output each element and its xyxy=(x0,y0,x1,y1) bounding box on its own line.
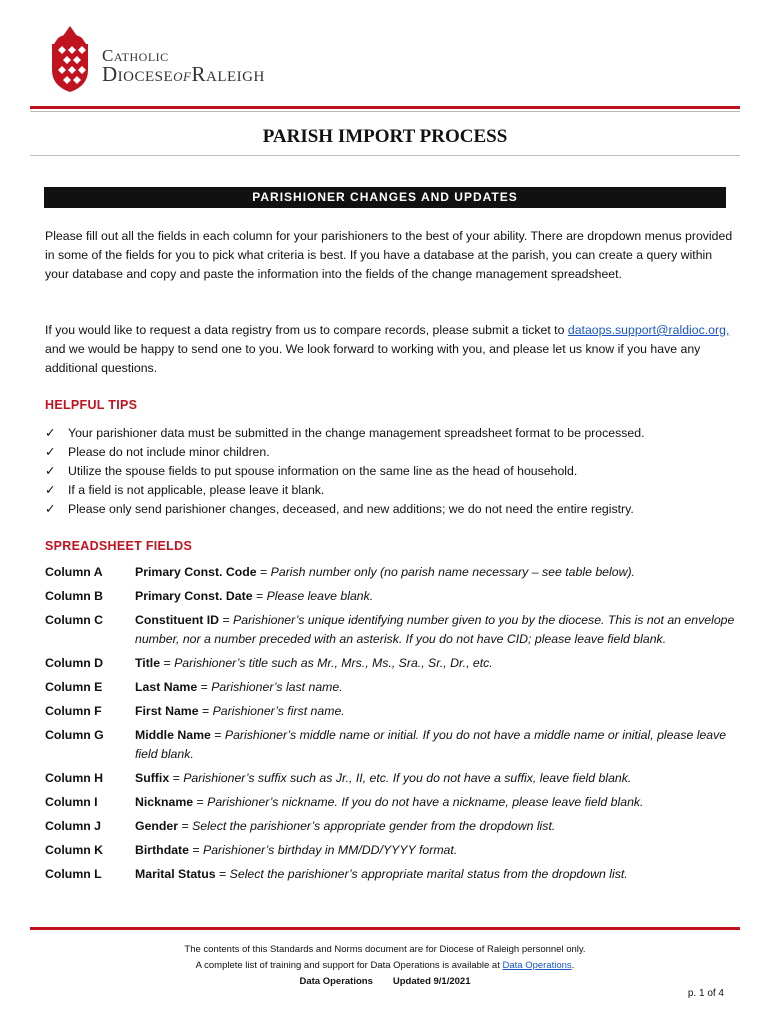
field-description: Primary Const. Code = Parish number only (no parish name necessary – see table below). xyxy=(135,565,635,579)
field-description: Last Name = Parishioner’s last name. xyxy=(135,680,343,694)
footer-department: Data Operations xyxy=(299,976,373,987)
footer-red-rule xyxy=(30,927,740,930)
tip-text: Utilize the spouse fields to put spouse information on the same line as the head of household. xyxy=(68,464,578,478)
title-divider xyxy=(30,155,740,156)
checkmark-icon: ✓ xyxy=(45,502,56,516)
field-description: Title = Parishioner’s title such as Mr., Mrs., Ms., Sra., Sr., Dr., etc. xyxy=(135,656,493,670)
field-name: Title xyxy=(135,656,161,670)
list-item xyxy=(45,443,735,462)
footer-period: . xyxy=(571,960,575,971)
field-description: Birthdate = Parishioner’s birthday in MM/DD/YYYY format. xyxy=(135,843,458,857)
field-description: Constituent ID = Parishioner’s unique identifying number given to you by the diocese. This is not an envelope number, nor a number preceded with an asterisk. If you do not have CID; please leave field blank. xyxy=(135,613,735,646)
field-description: First Name = Parishioner’s first name. xyxy=(135,704,345,718)
logo-raleigh-word: Raleigh xyxy=(191,62,265,86)
diocese-crest-icon xyxy=(44,24,96,94)
field-row xyxy=(45,769,735,788)
logo-line-catholic: Catholic xyxy=(102,46,169,65)
page-title: PARISH IMPORT PROCESS xyxy=(262,126,508,147)
field-name: First Name xyxy=(135,704,199,718)
field-note: Parishioner’s first name. xyxy=(212,704,345,718)
field-column: Column H xyxy=(45,771,104,785)
field-column: Column D xyxy=(45,656,104,670)
field-row xyxy=(45,563,735,582)
checkmark-icon: ✓ xyxy=(45,464,56,478)
field-row xyxy=(45,654,735,673)
field-row xyxy=(45,702,735,721)
field-column: Column J xyxy=(45,819,102,833)
field-row xyxy=(45,793,735,812)
field-row xyxy=(45,865,735,884)
diocese-logo xyxy=(44,24,284,96)
field-column: Column C xyxy=(45,613,104,627)
field-description: Marital Status = Select the parishioner’s appropriate marital status from the dropdown list. xyxy=(135,867,628,881)
data-operations-link[interactable]: Data Operations xyxy=(502,960,572,971)
field-note: Parishioner’s nickname. If you do not have a nickname, please leave field blank. xyxy=(207,795,644,809)
field-row xyxy=(45,841,735,860)
field-row xyxy=(45,611,735,649)
header-gray-rule xyxy=(30,111,740,112)
spreadsheet-fields-heading: SPREADSHEET FIELDS xyxy=(45,539,193,553)
field-name: Gender xyxy=(135,819,179,833)
field-name: Nickname xyxy=(135,795,194,809)
logo-of-word: of xyxy=(173,65,192,85)
spreadsheet-fields-list xyxy=(45,563,735,884)
field-column: Column F xyxy=(45,704,102,718)
request-text-before: If you would like to request a data registry from us to compare records, please submit a ticket to xyxy=(45,323,568,337)
checkmark-icon: ✓ xyxy=(45,445,56,459)
field-row xyxy=(45,726,735,764)
list-item xyxy=(45,462,735,481)
logo-line-diocese xyxy=(102,62,265,87)
field-name: Marital Status xyxy=(135,867,216,881)
checkmark-icon: ✓ xyxy=(45,483,56,497)
footer-meta xyxy=(0,976,770,987)
list-item xyxy=(45,500,735,519)
field-row xyxy=(45,817,735,836)
field-column: Column L xyxy=(45,867,102,881)
checkmark-icon: ✓ xyxy=(45,426,56,440)
field-name: Suffix xyxy=(135,771,170,785)
field-name: Primary Const. Date xyxy=(135,589,253,603)
section-heading-bar: PARISHIONER CHANGES AND UPDATES xyxy=(44,187,726,208)
field-name: Primary Const. Code xyxy=(135,565,257,579)
footer-training-text: A complete list of training and support for Data Operations is available at xyxy=(195,960,503,971)
logo-diocese-word: Diocese xyxy=(102,62,174,86)
field-description: Nickname = Parishioner’s nickname. If you do not have a nickname, please leave field blank. xyxy=(135,795,644,809)
footer-training-note xyxy=(0,960,770,971)
field-note: Parishioner’s last name. xyxy=(211,680,343,694)
request-text-after: and we would be happy to send one to you. We look forward to working with you, and please let us know if you have any additional questions. xyxy=(45,342,701,375)
field-description: Gender = Select the parishioner’s appropriate gender from the dropdown list. xyxy=(135,819,556,833)
field-description: Suffix = Parishioner’s suffix such as Jr., II, etc. If you do not have a suffix, leave field blank. xyxy=(135,771,632,785)
field-note: Parishioner’s suffix such as Jr., II, etc. If you do not have a suffix, leave field blank. xyxy=(183,771,632,785)
field-note: Parishioner’s middle name or initial. If you do not have a middle name or initial, please leave field blank. xyxy=(135,728,727,761)
footer-disclaimer: The contents of this Standards and Norms document are for Diocese of Raleigh personnel only. xyxy=(184,944,586,955)
field-column: Column I xyxy=(45,795,98,809)
field-column: Column K xyxy=(45,843,104,857)
field-row xyxy=(45,587,735,606)
tip-text: Please only send parishioner changes, deceased, and new additions; we do not need the entire registry. xyxy=(68,502,634,516)
field-note: Parishioner’s title such as Mr., Mrs., Ms., Sra., Sr., Dr., etc. xyxy=(174,656,493,670)
header-red-rule xyxy=(30,106,740,109)
tip-text: If a field is not applicable, please leave it blank. xyxy=(68,483,325,497)
field-note: Select the parishioner’s appropriate marital status from the dropdown list. xyxy=(229,867,628,881)
field-note: Parishioner’s unique identifying number given to you by the diocese. This is not an envelope number, nor a number preceded with an asterisk. If you do not have CID; please leave field blank. xyxy=(135,613,735,646)
field-row xyxy=(45,678,735,697)
tip-text: Your parishioner data must be submitted in the change management spreadsheet format to be processed. xyxy=(68,426,645,440)
request-paragraph xyxy=(45,321,735,378)
helpful-tips-heading: HELPFUL TIPS xyxy=(45,398,138,412)
field-note: Select the parishioner’s appropriate gender from the dropdown list. xyxy=(192,819,556,833)
list-item xyxy=(45,424,735,443)
field-column: Column E xyxy=(45,680,103,694)
intro-paragraph: Please fill out all the fields in each column for your parishioners to the best of your ability. There are dropdown menus provided in some of the fields for you to pick what criteria is best. If you have a database at the parish, you can create a query within your database and copy and paste the information into the fields of the change management spreadsheet. xyxy=(45,229,733,281)
field-description: Middle Name = Parishioner’s middle name or initial. If you do not have a middle name or initial, please leave field blank. xyxy=(135,728,727,761)
field-note: Please leave blank. xyxy=(266,589,374,603)
field-name: Last Name xyxy=(135,680,198,694)
field-column: Column B xyxy=(45,589,104,603)
footer-updated-date: Updated 9/1/2021 xyxy=(392,976,471,987)
page-number: p. 1 of 4 xyxy=(687,988,724,999)
field-note: Parishioner’s birthday in MM/DD/YYYY format. xyxy=(203,843,458,857)
field-column: Column A xyxy=(45,565,103,579)
field-name: Constituent ID xyxy=(135,613,220,627)
field-name: Birthdate xyxy=(135,843,189,857)
tips-list xyxy=(45,424,735,519)
support-email-link[interactable]: dataops.support@raldioc.org, xyxy=(567,323,730,337)
list-item xyxy=(45,481,735,500)
field-column: Column G xyxy=(45,728,104,742)
field-note: Parish number only (no parish name necessary – see table below). xyxy=(270,565,635,579)
field-name: Middle Name xyxy=(135,728,211,742)
field-description: Primary Const. Date = Please leave blank. xyxy=(135,589,374,603)
tip-text: Please do not include minor children. xyxy=(68,445,270,459)
